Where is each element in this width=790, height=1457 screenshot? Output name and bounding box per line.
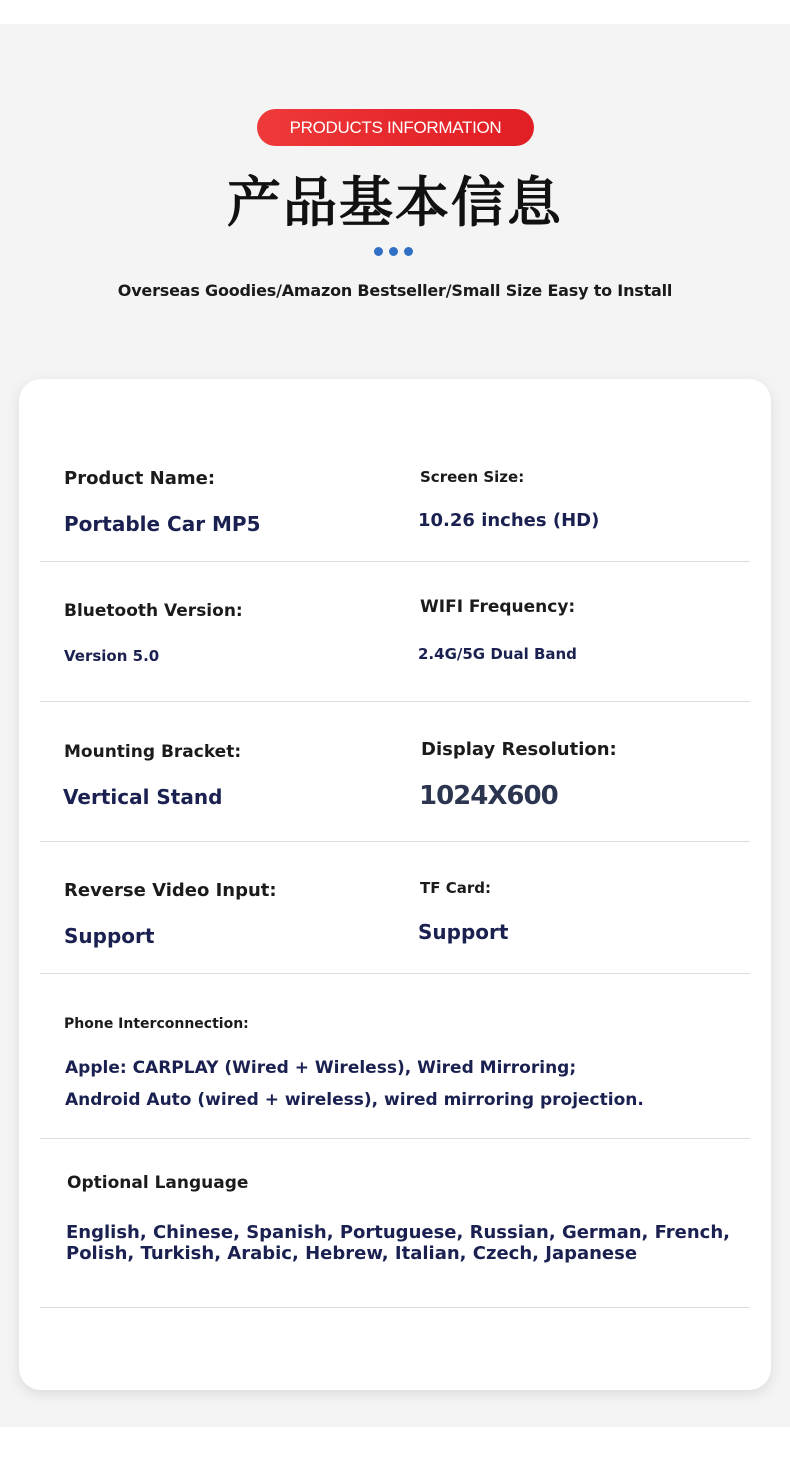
resolution-value: 1024X600 [419,781,558,811]
phone-interconnection-label: Phone Interconnection: [64,1016,249,1032]
optional-language-label: Optional Language [67,1173,249,1193]
divider [40,1307,750,1308]
divider [40,701,750,702]
divider [40,841,750,842]
divider [40,561,750,562]
divider [40,1138,750,1139]
bluetooth-label: Bluetooth Version: [64,601,243,621]
product-name-value: Portable Car MP5 [64,512,261,536]
page-subtitle: Overseas Goodies/Amazon Bestseller/Small Size Easy to Install [117,281,673,300]
product-name-label: Product Name: [64,468,216,489]
bracket-value: Vertical Stand [63,785,223,809]
page-title: 产品基本信息 [227,171,563,234]
wifi-label: WIFI Frequency: [420,597,576,617]
bracket-label: Mounting Bracket: [64,742,242,762]
resolution-label: Display Resolution: [421,739,617,760]
dot-icon [374,247,383,256]
products-information-badge [257,109,534,146]
tf-card-label: TF Card: [420,879,491,897]
bluetooth-value: Version 5.0 [64,647,160,665]
dot-icon [404,247,413,256]
tf-card-value: Support [418,920,509,944]
dot-icon [389,247,398,256]
language-list-line-2: Polish, Turkish, Arabic, Hebrew, Italian, Czech, Japanese [66,1243,638,1264]
phone-interconnection-apple: Apple: CARPLAY (Wired + Wireless), Wired Mirroring; [65,1058,577,1078]
wifi-value: 2.4G/5G Dual Band [418,645,577,663]
decorative-dots [374,247,413,256]
spec-card [19,379,771,1390]
reverse-video-label: Reverse Video Input: [64,880,277,901]
phone-interconnection-android: Android Auto (wired + wireless), wired mirroring projection. [65,1090,644,1110]
badge-label: PRODUCTS INFORMATION [289,117,502,137]
language-list-line-1: English, Chinese, Spanish, Portuguese, Russian, German, French, [66,1222,730,1243]
screen-size-value: 10.26 inches (HD) [418,510,600,531]
screen-size-label: Screen Size: [420,468,525,486]
reverse-video-value: Support [64,924,155,948]
divider [40,973,750,974]
